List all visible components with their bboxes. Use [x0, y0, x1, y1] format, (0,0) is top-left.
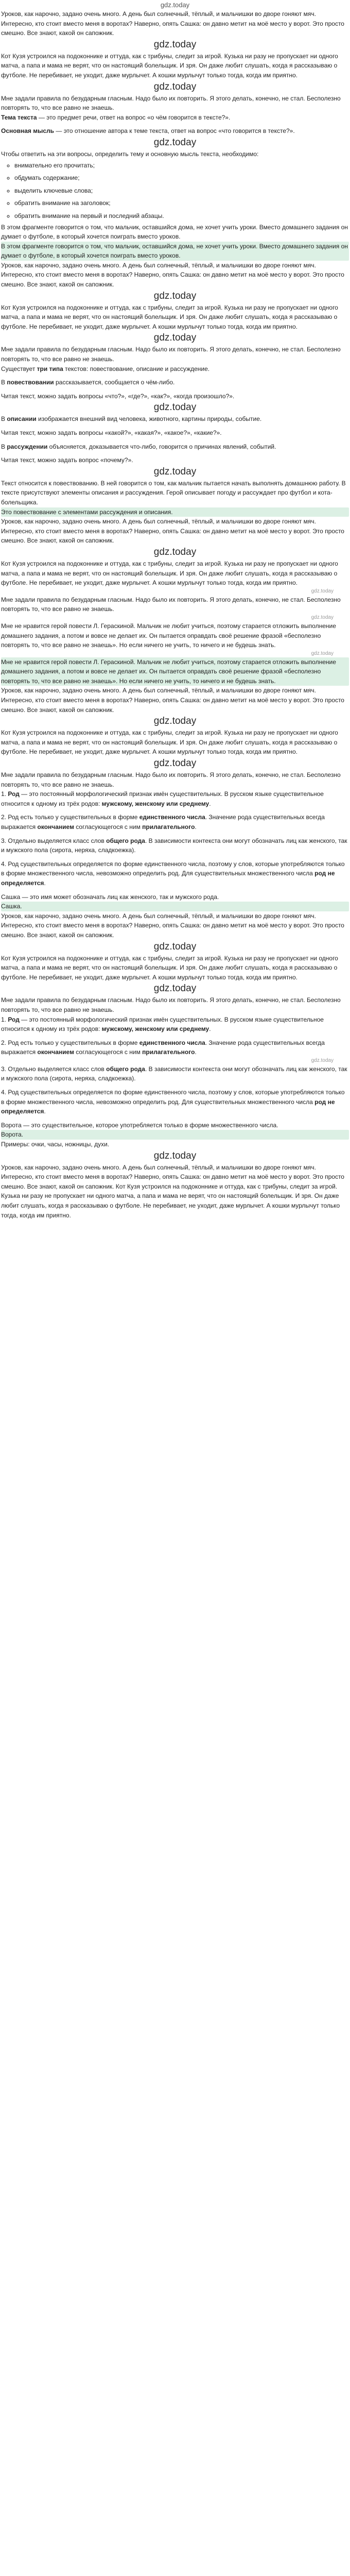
paragraph: Кот Кузя устроился на подоконнике и оттуда, как с трибуны, следит за игрой. Кузька ни разу не пропускает ни одного матча, а папа и мама не верят, что он настоящий болельщик. И зря. Он даже любит слушать, когда я рассказываю о футболе. Не перебивает, не уходит, даже мурлычет. А кошки мурлычут только тогда, когда им приятно.: [1, 729, 338, 756]
watermark: gdz.today: [153, 1150, 197, 1161]
spacer: [1, 122, 349, 126]
steps-list: [1, 159, 349, 223]
spacer: [1, 424, 349, 428]
paragraph: Существует три типа текстов: повествование, описание и рассуждение.: [1, 365, 210, 372]
paragraph: Кот Кузя устроился на подоконнике и оттуда, как с трибуны, следит за игрой. Кузька ни разу не пропускает ни одного матча, а папа и мама не верят, что он настоящий болельщик. И зря. Он даже любит слушать, когда я рассказываю о футболе. Не перебивает, не уходит, даже мурлычет. А кошки мурлычут только тогда, когда им приятно.: [1, 303, 338, 330]
paragraph: В этом фрагменте говорится о том, что мальчик, оставшийся дома, не хочет учить уроки. Вместо домашнего задания он думает о футболе, в который хочется поиграть вместо уроков.: [1, 223, 348, 241]
list-item: ◦ обратить внимание на первый и последний абзацы.: [14, 210, 349, 223]
answer-highlight: Мне не нравится герой повести Л. Гераскиной. Мальчик не любит учиться, поэтому старается отложить выполнение домашнего задания, а потом и вовсе не делает их. Он пытается оправдать своё решение фразой «бесполезно повторять то, что все равно не знаешь». Но если ничего не учить, то ничего и не будешь знать.: [1, 657, 349, 686]
paragraph: Мне задали правила по безударным гласным. Надо было их повторить. Я этого делать, конечно, не стал. Бесполезно повторять то, что все равно не знаешь.: [1, 346, 341, 363]
watermark-small: gdz.today: [311, 588, 334, 594]
spacer: [1, 832, 349, 836]
watermark: gdz.today: [153, 332, 197, 344]
answer-highlight: Это повествование с элементами рассуждения и описания.: [1, 507, 349, 517]
site-watermark: gdz.today: [160, 1, 190, 9]
paragraph: Мне задали правила по безударным гласным. Надо было их повторить. Я этого делать, конечно, не стал. Бесполезно повторять то, что все равно не знаешь.: [1, 596, 341, 613]
paragraph: Мне задали правила по безударным гласным. Надо было их повторить. Я этого делать, конечно, не стал. Бесполезно повторять то, что все равно не знаешь.: [1, 996, 341, 1013]
watermark-small: gdz.today: [311, 614, 334, 620]
list-item: ◦ обдумать содержание;: [14, 172, 349, 184]
paragraph: Кот Кузя устроился на подоконнике и оттуда, как с трибуны, следит за игрой. Кузька ни разу не пропускает ни одного матча, а папа и мама не верят, что он настоящий болельщик. И зря. Он даже любит слушать, когда я рассказываю о футболе. Не перебивает, не уходит, даже мурлычет. А кошки мурлычут только тогда, когда им приятно.: [1, 560, 338, 587]
paragraph: Текст относится к повествованию. В ней говорится о том, как мальчик пытается начать выполнять домашнюю работу. В тексте присутствуют элементы описания и рассуждения. Герой описывает погоду и рассуждает про футбол и кота-болельщика.: [1, 479, 346, 506]
spacer: [1, 888, 349, 892]
paragraph: Мне задали правила по безударным гласным. Надо было их повторить. Я этого делать, конечно, не стал. Бесполезно повторять то, что все равно не знаешь.: [1, 771, 341, 788]
paragraph: Уроков, как нарочно, задано очень много. А день был солнечный, тёплый, и мальчишки во дворе гоняют мяч. Интересно, кто стоит вместо меня в воротах? Наверно, опять Сашка: он давно метит на моё место у ворот. Это просто смешно. Все знают, какой он сапожник.: [1, 518, 344, 545]
paragraph: Уроков, как нарочно, задано очень много. А день был солнечный, тёплый, и мальчишки во дворе гоняют мяч. Интересно, кто стоит вместо меня в воротах? Наверно, опять Сашка: он давно метит на моё место у ворот. Это просто смешно. Все знают, какой он сапожник. Кот Кузя устроился на подоконнике и оттуда, как с трибуны, следит за игрой. Кузька ни разу не пропускает ни одного матча, а папа и мама не верят, что он настоящий болельщик. И зря. Он даже любит слушать, когда я рассказываю о футболе. Не перебивает, не уходит, даже мурлычет. А кошки мурлычут только тогда, когда им приятно.: [1, 1163, 344, 1219]
paragraph: 2. Род есть только у существительных в форме единственного числа. Значение рода существительных всегда выражается окончанием согласующегося с ним прилагательного.: [1, 814, 325, 831]
spacer: [1, 438, 349, 442]
watermark: gdz.today: [153, 546, 197, 557]
paragraph: 4. Род существительных определяется по форме единственного числа, поэтому у слов, которые употребляются только в форме множественного числа, невозможно определить род. Для существительных множественного числа род не определяется.: [1, 1089, 345, 1115]
watermark: gdz.today: [153, 290, 197, 301]
answer-highlight: Сашка.: [1, 902, 349, 911]
paragraph: В описании изображается внешний вид человека, животного, картины природы, событие.: [1, 415, 262, 423]
paragraph: 4. Род существительных определяется по форме единственного числа, поэтому у слов, которые употребляются только в форме множественного числа, невозможно определить род. Для существительных множественного числа род не определяется.: [1, 860, 345, 887]
paragraph: Тема текста — это предмет речи, ответ на вопрос «о чём говорится в тексте?».: [1, 113, 231, 121]
spacer: [1, 1116, 349, 1121]
watermark: gdz.today: [153, 466, 197, 477]
paragraph: Чтобы ответить на эти вопросы, определить тему и основную мысль текста, необходимо:: [1, 150, 259, 158]
paragraph: Уроков, как нарочно, задано очень много. А день был солнечный, тёплый, и мальчишки во дворе гоняют мяч. Интересно, кто стоит вместо меня в воротах? Наверно, опять Сашка: он давно метит на моё место у ворот. Это просто смешно. Все знают, какой он сапожник.: [1, 261, 344, 289]
spacer: [1, 387, 349, 392]
watermark: gdz.today: [153, 758, 197, 769]
answer-highlight: Ворота.: [1, 1130, 349, 1140]
paragraph: Уроков, как нарочно, задано очень много. А день был солнечный, тёплый, и мальчишки во дворе гоняют мяч. Интересно, кто стоит вместо меня в воротах? Наверно, опять Сашка: он давно метит на моё место у ворот. Это просто смешно. Все знают, какой он сапожник.: [1, 687, 344, 714]
answer-highlight: В этом фрагменте говорится о том, что мальчик, оставшийся дома, не хочет учить уроки. Вместо домашнего задания он думает о футболе, в который хочется поиграть вместо уроков.: [1, 242, 349, 261]
watermark: gdz.today: [153, 137, 197, 148]
paragraph: Читая текст, можно задать вопросы «какой?», «какая?», «какое?», «какие?».: [1, 429, 222, 436]
paragraph: Мне не нравится герой повести Л. Гераскиной. Мальчик не любит учиться, поэтому старается отложить выполнение домашнего задания, а потом и вовсе не делает их. Он пытается оправдать своё решение фразой «бесполезно повторять то, что все равно не знаешь». Но если ничего не учить, то ничего и не будешь знать.: [1, 622, 336, 649]
list-item: ◦ выделить ключевые слова;: [14, 184, 349, 197]
content-column: [1, 9, 349, 1220]
spacer: [1, 1083, 349, 1088]
spacer: [1, 374, 349, 378]
watermark-small: gdz.today: [311, 650, 334, 656]
paragraph: 1. Род — это постоянный морфологический признак имён существительных. В русском языке существительное относится к одному из трёх родов: мужскому, женскому или среднему.: [1, 790, 324, 807]
paragraph: Сашка — это имя может обозначать лиц как женского, так и мужского рода.: [1, 893, 219, 901]
paragraph: В повествовании рассказывается, сообщается о чём-либо.: [1, 379, 175, 386]
paragraph: Уроков, как нарочно, задано очень много. А день был солнечный, тёплый, и мальчишки во дворе гоняют мяч. Интересно, кто стоит вместо меня в воротах? Наверно, опять Сашка: он давно метит на моё место у ворот. Это просто смешно. Все знают, какой он сапожник.: [1, 10, 344, 37]
watermark: gdz.today: [153, 941, 197, 952]
paragraph: 2. Род есть только у существительных в форме единственного числа. Значение рода существительных всегда выражается окончанием согласующегося с ним прилагательного.: [1, 1039, 325, 1056]
watermark-small: gdz.today: [311, 1057, 334, 1063]
paragraph: Мне задали правила по безударным гласным. Надо было их повторить. Я этого делать, конечно, не стал. Бесполезно повторять то, что все равно не знаешь.: [1, 94, 341, 112]
paragraph: Уроков, как нарочно, задано очень много. А день был солнечный, тёплый, и мальчишки во дворе гоняют мяч. Интересно, кто стоит вместо меня в воротах? Наверно, опять Сашка: он давно метит на моё место у ворот. Это просто смешно. Все знают, какой он сапожник.: [1, 912, 344, 939]
paragraph: В рассуждении объясняется, доказывается что-либо, говорится о причинах явлений, событий.: [1, 443, 276, 450]
paragraph: 3. Отдельно выделяется класс слов общего рода. В зависимости контекста они могут обозначать лиц как женского, так и мужского пола (сирота, неряха, сладкоежка).: [1, 1065, 347, 1082]
spacer: [1, 808, 349, 812]
watermark: gdz.today: [153, 402, 197, 413]
list-item: ◦ внимательно его прочитать;: [14, 159, 349, 172]
watermark: gdz.today: [153, 81, 197, 92]
list-item: ◦ обратить внимание на заголовок;: [14, 197, 349, 210]
paragraph: Примеры: очки, часы, ножницы, духи.: [1, 1141, 110, 1148]
paragraph: 1. Род — это постоянный морфологический признак имён существительных. В русском языке существительное относится к одному из трёх родов: мужскому, женскому или среднему.: [1, 1015, 324, 1033]
paragraph: Кот Кузя устроился на подоконнике и оттуда, как с трибуны, следит за игрой. Кузька ни разу не пропускает ни одного матча, а папа и мама не верят, что он настоящий болельщик. И зря. Он даже любит слушать, когда я рассказываю о футболе. Не перебивает, не уходит, даже мурлычет. А кошки мурлычут только тогда, когда им приятно.: [1, 954, 338, 981]
spacer: [1, 855, 349, 859]
paragraph: Ворота — это существительное, которое употребляется только в форме множественного числа.: [1, 1121, 278, 1129]
watermark: gdz.today: [153, 983, 197, 994]
paragraph: Кот Кузя устроился на подоконнике и оттуда, как с трибуны, следит за игрой. Кузька ни разу не пропускает ни одного матча, а папа и мама не верят, что он настоящий болельщик. И зря. Он даже любит слушать, когда я рассказываю о футболе. Не перебивает, не уходит, даже мурлычет. А кошки мурлычут только тогда, когда им приятно.: [1, 52, 338, 79]
spacer: [1, 1034, 349, 1038]
watermark: gdz.today: [153, 39, 197, 50]
watermark: gdz.today: [153, 716, 197, 727]
paragraph: Читая текст, можно задать вопросы «что?», «где?», «как?», «когда произошло?».: [1, 392, 235, 400]
paragraph: Читая текст, можно задать вопрос «почему?».: [1, 456, 133, 464]
paragraph: Основная мысль — это отношение автора к теме текста, ответ на вопрос «что говорится в тексте?».: [1, 127, 295, 135]
page: [0, 0, 350, 1220]
spacer: [1, 451, 349, 455]
paragraph: 3. Отдельно выделяется класс слов общего рода. В зависимости контекста они могут обозначать лиц как женского, так и мужского пола (сирота, неряха, сладкоежка).: [1, 837, 347, 854]
